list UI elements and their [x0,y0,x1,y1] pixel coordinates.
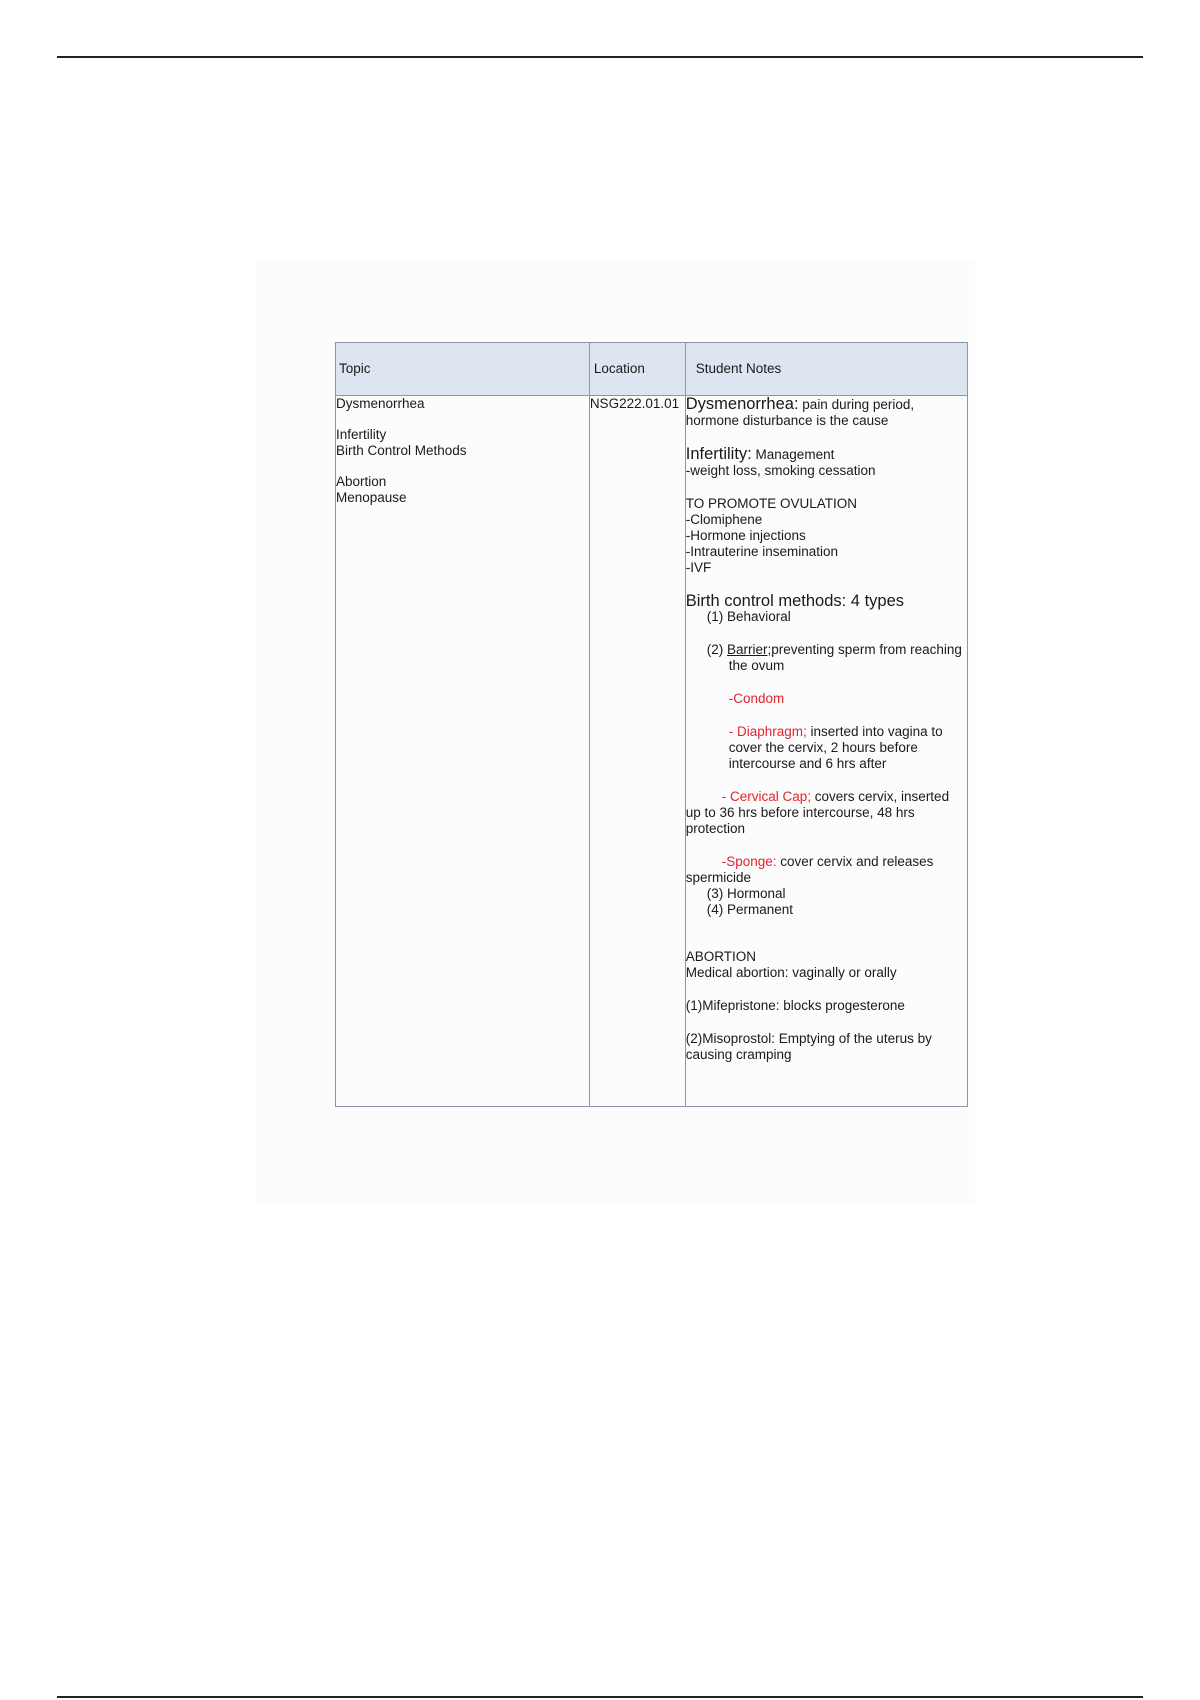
bc-behavioral: (1) Behavioral [706,609,791,624]
student-notes-cell [685,396,967,1107]
location-code: NSG222.01.01 [589,396,680,411]
bc-condom: -Condom [728,691,785,706]
table-row [336,396,968,1107]
bottom-rule [57,1696,1143,1698]
note-ovulation-heading: TO PROMOTE OVULATION [685,496,858,511]
note-abortion-heading: ABORTION [685,949,756,964]
note-birth-control-title: Birth control methods: 4 types [685,592,905,610]
list-item: -Intrauterine insemination [685,544,839,559]
topic-item: Abortion [336,474,387,489]
bc-hormonal: (3) Hormonal [706,886,786,901]
topic-item: Menopause [336,490,407,505]
note-abortion-line: Medical abortion: vaginally or orally [685,965,897,980]
topic-item: Birth Control Methods [336,443,467,458]
note-dysmenorrhea: Dysmenorrhea: pain during period, hormone disturbance is the cause [685,395,915,428]
note-abortion-2: (2)Misoprostol: Emptying of the uterus by causing cramping [685,1031,932,1062]
header-topic: Topic [336,343,590,396]
study-notes-table [335,342,968,1107]
topic-item: Infertility [336,427,387,442]
note-infertility: Infertility: Management [685,445,835,463]
list-item: -IVF [685,560,712,575]
bc-diaphragm: - Diaphragm; inserted into vagina to cover the cervix, 2 hours before intercourse and 6 hrs after [728,724,943,771]
bc-cervical-cap: - Cervical Cap; covers cervix, inserted up to 36 hrs before intercourse, 48 hrs protection [685,789,950,836]
location-cell [589,396,685,1107]
header-location: Location [589,343,685,396]
table-header-row [336,343,968,396]
list-item: -Hormone injections [685,528,806,543]
note-abortion-1: (1)Mifepristone: blocks progesterone [685,998,905,1013]
bc-sponge: -Sponge: cover cervix and releases spermicide [685,854,934,885]
topic-cell [336,396,590,1107]
topic-item: Dysmenorrhea [336,396,425,411]
list-item: -Clomiphene [685,512,763,527]
top-rule [57,56,1143,58]
header-student-notes: Student Notes [685,343,967,396]
bc-permanent: (4) Permanent [706,902,794,917]
note-infertility-line: -weight loss, smoking cessation [685,463,876,478]
bc-barrier: (2) Barrier;preventing sperm from reaching the ovum [706,642,962,673]
